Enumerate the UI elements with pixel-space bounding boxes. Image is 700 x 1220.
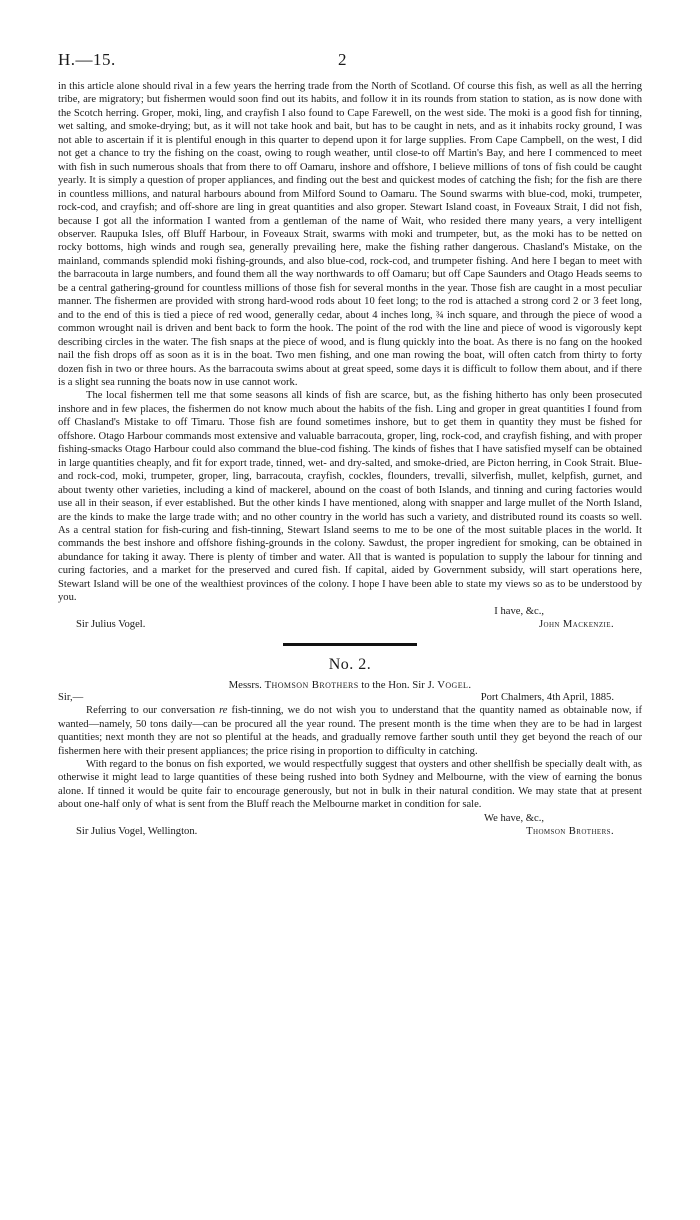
letter-mackenzie bbox=[58, 80, 642, 605]
letter2-paragraph-2: With regard to the bonus on fish exported, we would respectfully suggest that oysters and other shellfish be specially dealt with, as otherwise it might lead to large quantities of these being rushed into both Sydney and Melbourne, with the view of earning the bonus alone. If tinned it would be quite fair to encourage generously, but not in bulk in their natural condition. We may state that at present about one-half only of what is sent from the Bluff reach the Melbourne market in condition for sale. bbox=[58, 758, 642, 811]
letter2-paragraph-1-rest: fish-tinning, we do not wish you to understand that the quantity named as obtainable now, if wanted—namely, 50 tons daily—can be procured all the year round. The present month is the time when they are to be had in largest quantities; next month they are not so plentiful at the heads, and gradually remove farther south until they get beyond the reach of our fishermen here with their present appliances; the price rising in proportion to difficulty in catching. bbox=[58, 705, 642, 757]
letter1-signature: John Mackenzie. bbox=[539, 619, 614, 631]
title-sender: Thomson Brothers bbox=[264, 678, 359, 691]
section-title bbox=[58, 679, 642, 691]
letter2-paragraph-1 bbox=[58, 704, 642, 758]
page-header bbox=[58, 50, 642, 80]
title-messrs: Messrs. bbox=[228, 678, 262, 691]
letter2-re: re bbox=[219, 705, 228, 717]
document-page bbox=[58, 50, 642, 839]
section-divider bbox=[283, 643, 417, 646]
letter1-closing: I have, &c., bbox=[494, 605, 544, 617]
letter1-paragraph-1: in this article alone should rival in a few years the herring trade from the North of Scotland. Of course this fish, as well as all the herring tribe, are migratory; but fishermen would soon find out its habits, and follow it in its rounds from station to station, as is now done with the Scotch herring. Groper, moki, ling, and crayfish I also found to Cape Farewell, on the west side. The moki is a good fish for tinning, wet salting, and smoke-drying; but, as it will not take hook and bait, but has to be caught in nets, and as it inhabits rocky ground, I was not able to ascertain if it is plentiful enough in this quarter to depend upon it for large supplies. From Cape Campbell, on the west, I did not get a chance to try the fishing on the coast, owing to rough weather, until close-to off Martin's Bay, and here I commenced to meet with fish in such numerous shoals that from there to off Oamaru, inshore and offshore, I believe millions of tons of fish could be caught yearly. It is simply a question of proper appliances, and finding out the best and quickest modes of catching the fish; for the fish are there in countless millions, and natural harbours abound from Milford Sound to Oamaru. The Sound swarms with blue-cod, moki, trumpeter, rock-cod, and crayfish; and off-shore are ling in great quantities and also groper. Stewart Island coast, in Foveaux Strait, I did not fish, because I got all the information I wanted from a gentleman of the name of Wait, who resided there many years, a very intelligent observer. Raupuka Isles, off Bluff Harbour, in Foveaux Strait, swarms with moki and trumpeter, but, as the moki has to be netted on rocky bottoms, high winds and rough sea, generally prevailing here, make the fishing rather dangerous. Chasland's Mistake, on the mainland, commands splendid moki fishing-grounds, and also blue-cod, rock-cod, and trumpeter fishing. And here I began to meet with the barracouta in large numbers, and found them all the way northwards to off Oamaru; but off Cape Saunders and Otago Heads seems to be a central gathering-ground for countless millions of those fish for several months in the year. Those fish are caught in a most peculiar manner. The fishermen are provided with strong hard-wood rods about 10 feet long; to the rod is attached a strong cord 2 or 3 feet long, and to the end of this is tied a piece of red wood, generally cedar, about 4 inches long, ¾ inch square, and through the piece of wood a common wrought nail is driven and bent back to form the hook. The point of the rod with the line and piece of wood is vigorously kept describing circles in the water. The fish snaps at the piece of wood, and is flung quickly into the boat. As there is no fang on the hooked nail the fish drops off as soon as it is in the boat. Two men fishing, and one man rowing the boat, will often catch from thirty to forty dozen fish in two or three hours. As the barracouta swims about at great speed, some days it is difficult to follow them about, and if there is a slight sea running the boats now in use cannot work. bbox=[58, 81, 642, 388]
letter2-heading-row bbox=[58, 691, 642, 705]
section-number: No. 2. bbox=[328, 655, 372, 673]
letter2-closing: We have, &c., bbox=[483, 812, 544, 824]
letter2-salutation: Sir,— bbox=[58, 691, 84, 703]
letter2-signature: Thomson Brothers. bbox=[526, 826, 614, 838]
letter-thomson bbox=[58, 704, 642, 812]
page-number: 2 bbox=[338, 50, 347, 69]
letter1-paragraph-2: The local fishermen tell me that some seasons all kinds of fish are scarce, but, as the fishing hitherto has only been prosecuted inshore and in few places, the fishermen do not know much about the habits of the fish. Ling and groper in great quantities I found from off Chasland's Mistake to off Timaru. Those fish are found sometimes inshore, but to get them in quantity they must be fished for offshore. Otago Harbour commands most extensive and valuable barracouta, groper, ling, rock-cod, and crayfish fishing, and with proper fishing-smacks Otago Harbour could also command the blue-cod fishing. The kinds of fishes that I have satisfied myself can be obtained in large quantities cheaply, and fit for export trade, tinned, wet- and dry-salted, and smoke-dried, are Picton herring, in Cook Strait. Blue- and rock-cod, moki, trumpeter, groper, ling, barracouta, crayfish, cockles, flounders, trevalli, silverfish, mullet, kelpfish, gurnet, and about twenty other varieties, including a kind of mackerel, abound on the coast of both Islands, and tinning and curing factories would use all in their season, if ever established. But the other kinds I have mentioned, along with snapper and large mullet of the North Island, are the kinds to make the large trade with; and no other country in the world has such a variety, and distributed round its coasts so well. As a central station for fish-curing and fish-tinning, Stewart Island seems to me to be one of the most suitable places in the world. It commands the best inshore and offshore fishing-grounds in the colony. Sawdust, the proper ingredient for smoking, can be obtained in abundance for taking it away. There is plenty of timber and water. All that is wanted is population to supply the labour for tinning and curing factories, and a market for the preserved and cured fish. If capital, aided by Government subsidy, will start operations here, Stewart Island will be one of the wealthiest provinces of the colony. I hope I have been able to state my views so as to be understood by you. bbox=[58, 390, 642, 604]
letter1-signature-row bbox=[58, 618, 642, 632]
letter2-paragraph-1-start: Referring to our conversation bbox=[86, 705, 216, 717]
letter2-addressee: Sir Julius Vogel, Wellington. bbox=[76, 826, 198, 838]
letter1-addressee: Sir Julius Vogel. bbox=[76, 619, 146, 631]
letter2-signature-row bbox=[58, 825, 642, 839]
title-recipient: Vogel. bbox=[437, 678, 472, 691]
letter2-place-date: Port Chalmers, 4th April, 1885. bbox=[480, 691, 614, 703]
title-to: to the Hon. Sir J. bbox=[361, 678, 435, 691]
document-code: H.—15. bbox=[58, 50, 116, 69]
